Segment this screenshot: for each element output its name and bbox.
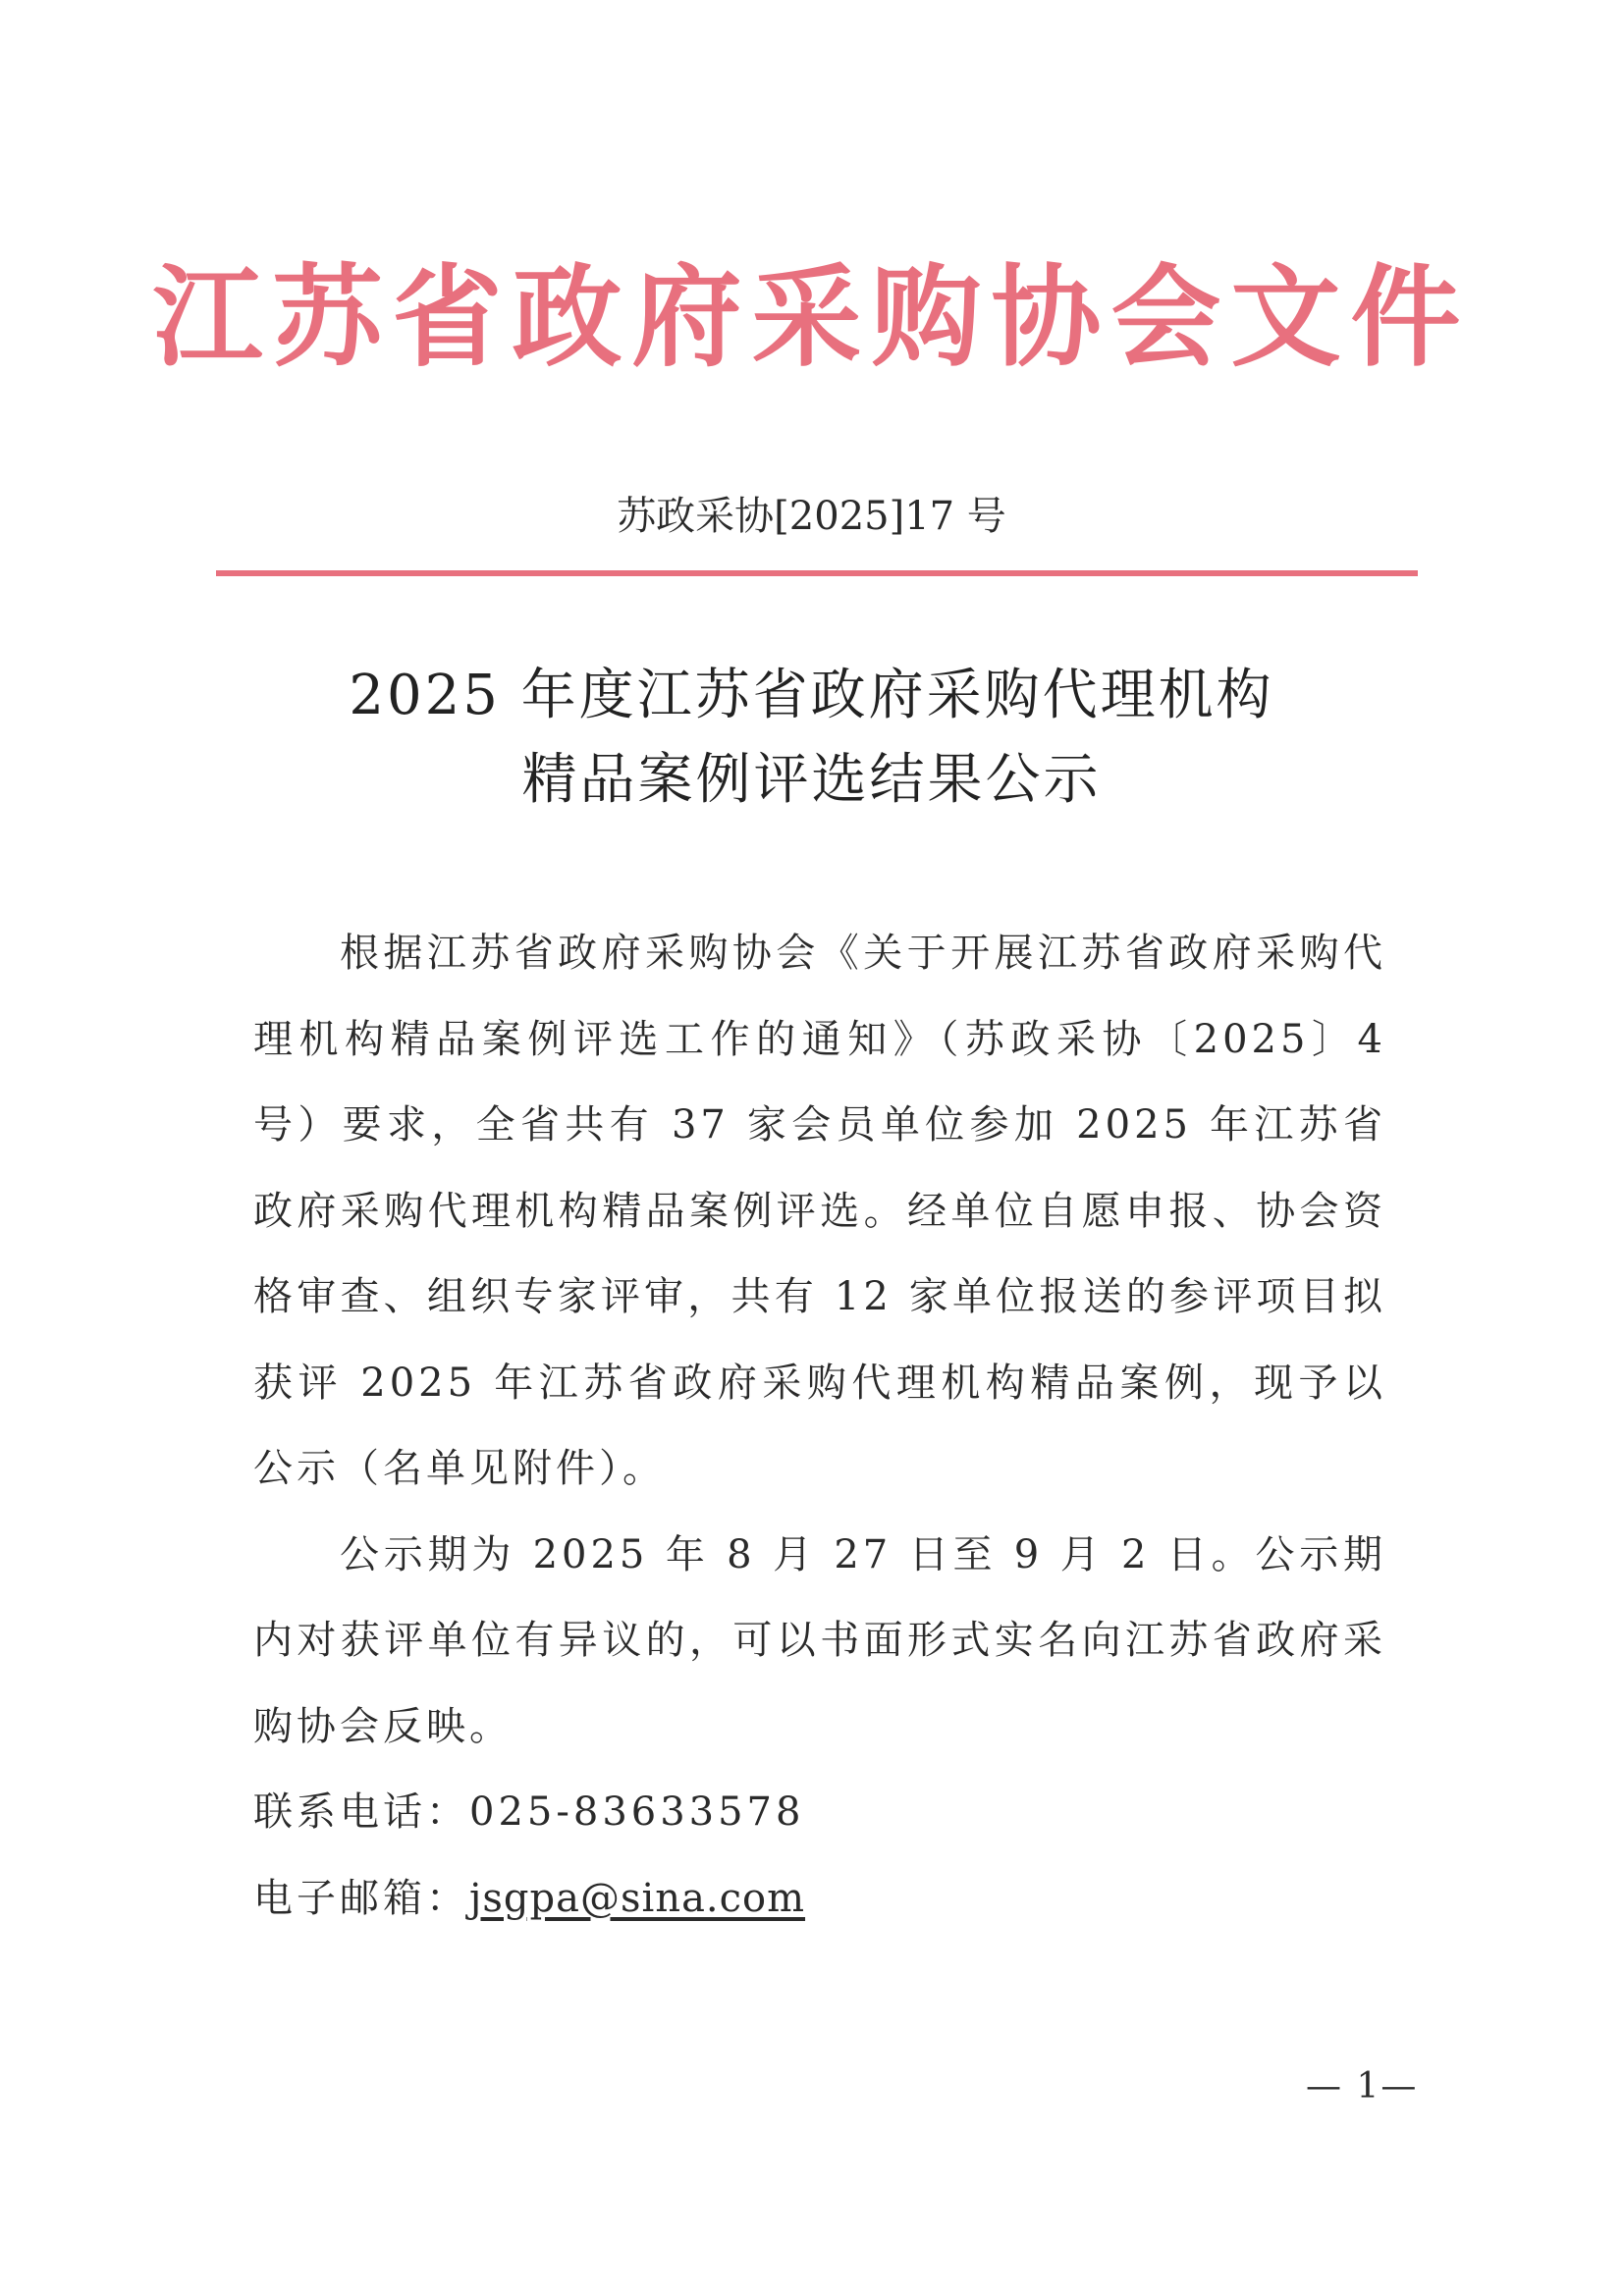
- email-label: 电子邮箱：: [253, 1875, 469, 1921]
- contact-email: [253, 1856, 1386, 1943]
- red-divider-rule: [216, 570, 1418, 576]
- body-paragraph-1: 根据江苏省政府采购协会《关于开展江苏省政府采购代理机构精品案例评选工作的通知》（苏政采协〔2025〕4 号）要求，全省共有 37 家会员单位参加 2025 年江苏省政府采购代理机构精品案例评选。经单位自愿申报、协会资格审查、组织专家评审，共有 12 家单位报送的参评项目拟获评 2025 年江苏省政府采购代理机构精品案例，现予以公示（名单见附件）。: [253, 931, 1386, 1491]
- page-number: — 1—: [1306, 2066, 1419, 2107]
- masthead-title: 江苏省政府采购协会文件: [152, 253, 1471, 382]
- body-paragraph-2: 公示期为 2025 年 8 月 27 日至 9 月 2 日。公示期内对获评单位有异议的，可以书面形式实名向江苏省政府采购协会反映。: [253, 1531, 1386, 1749]
- document-number: 苏政采协[2025]17 号: [617, 494, 1006, 539]
- phone-number: 025-83633578: [469, 1789, 805, 1835]
- title-line-1: 2025 年度江苏省政府采购代理机构: [349, 664, 1274, 727]
- document-body: [253, 911, 1386, 1942]
- email-link[interactable]: jsgpa@sina.com: [469, 1875, 806, 1921]
- phone-label: 联系电话：: [253, 1789, 469, 1835]
- title-line-2: 精品案例评选结果公示: [521, 748, 1102, 812]
- contact-phone: [253, 1770, 1386, 1856]
- document-title: [0, 654, 1623, 823]
